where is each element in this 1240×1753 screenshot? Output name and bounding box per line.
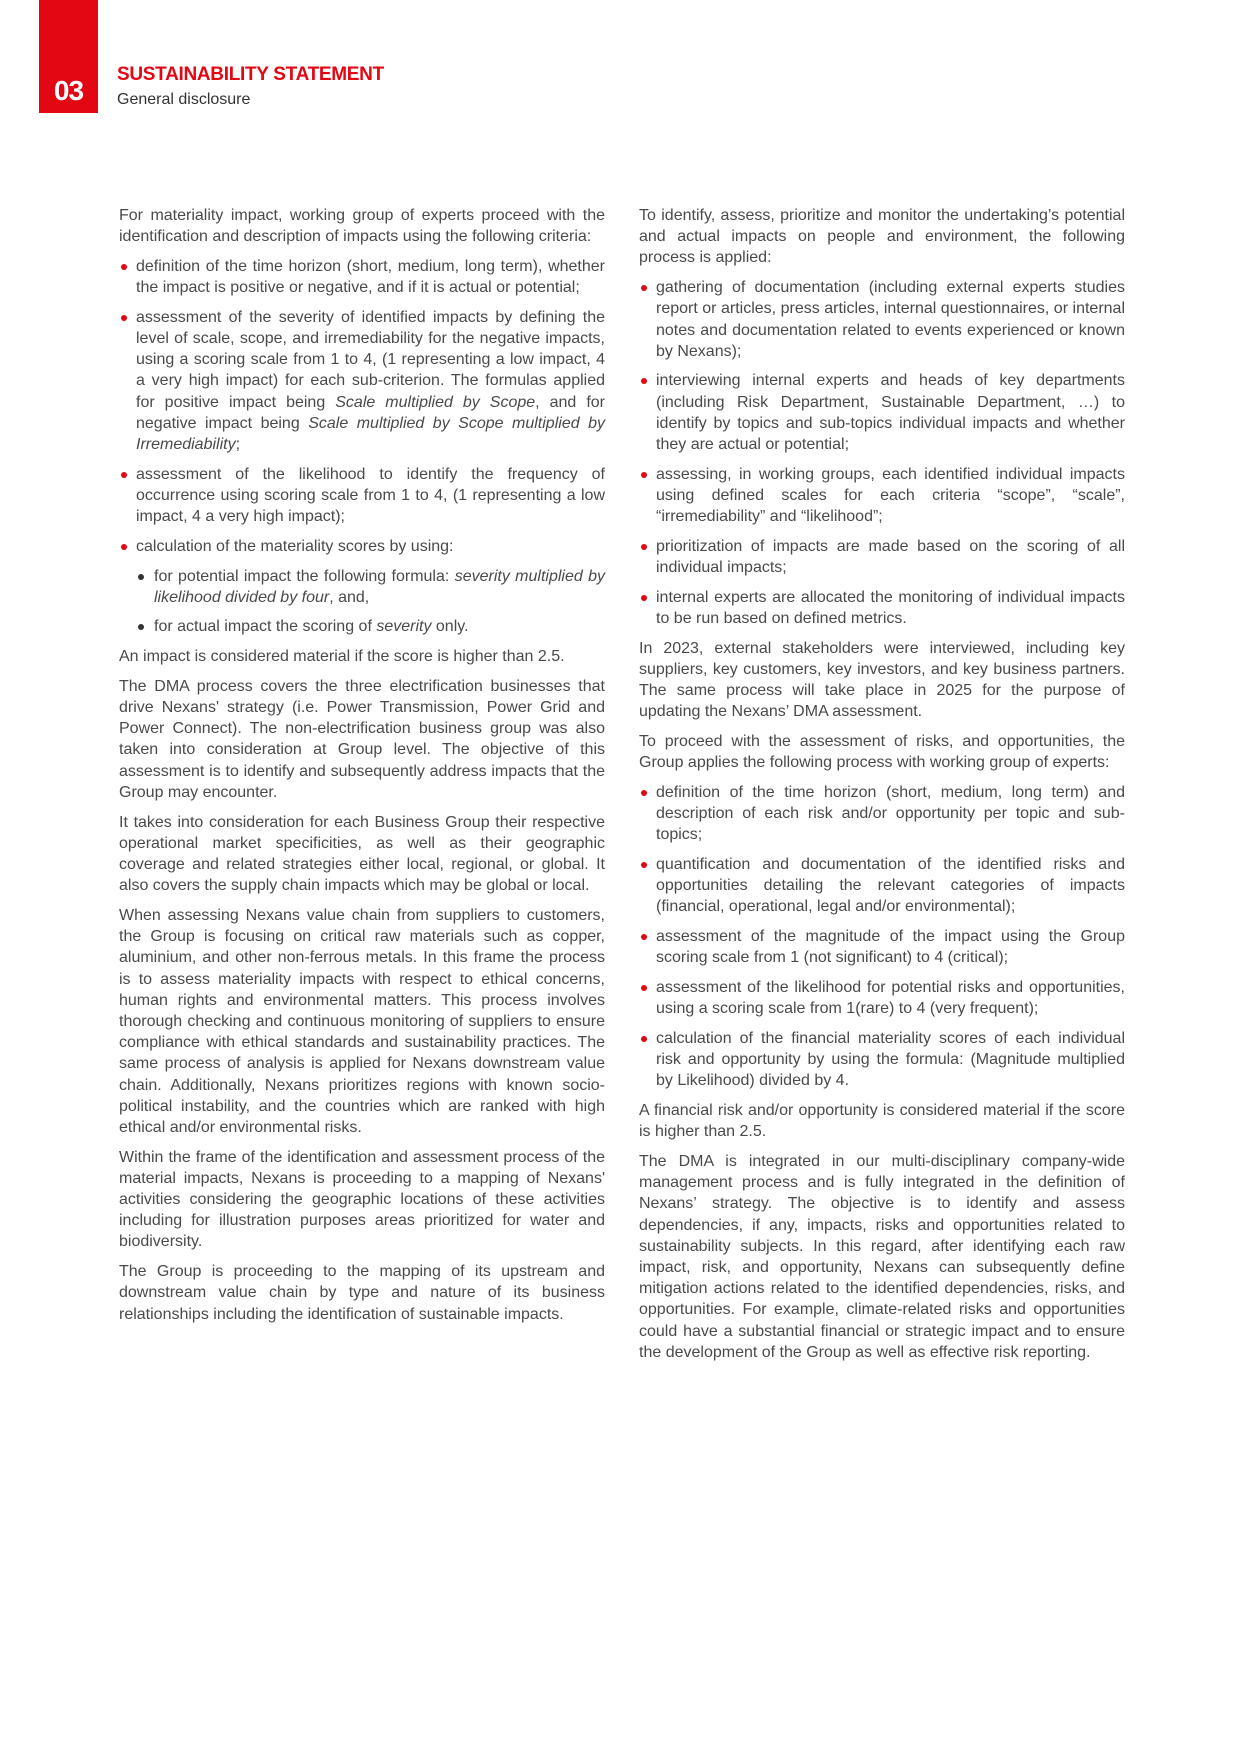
paragraph: A financial risk and/or opportunity is considered material if the score is higher than 2.5. xyxy=(639,1102,1125,1141)
left-column xyxy=(119,205,605,1333)
text-run: for potential impact the following formula: xyxy=(154,567,455,585)
text-run: ; xyxy=(235,436,241,454)
list-item: definition of the time horizon (short, medium, long term) and description of each risk and/or opportunity per topic and sub-topics; xyxy=(639,782,1125,846)
right-column xyxy=(639,205,1125,1371)
sub-list xyxy=(136,566,605,638)
paragraph: The Group is proceeding to the mapping of its upstream and downstream value chain by type and nature of its business relationships including the identification of sustainable impacts. xyxy=(119,1263,605,1323)
list-item: interviewing internal experts and heads of key departments (including Risk Department, Sustainable Department, …) to identify by topics and sub-topics individual impacts and whether they are actual or potential; xyxy=(639,370,1125,455)
process-list xyxy=(639,277,1125,629)
page-subtitle: General disclosure xyxy=(117,91,251,108)
list-item: gathering of documentation (including external experts studies report or articles, press articles, internal questionnaires, or internal notes and documentation related to events experienced or known by Nexans); xyxy=(639,277,1125,362)
risk-process-list xyxy=(639,782,1125,1092)
list-item: assessing, in working groups, each identified individual impacts using defined scales for each criteria “scope”, “scale”, “irremediability” and “likelihood”; xyxy=(639,464,1125,528)
text-run: assessment of the severity of identified impacts by defining the level of scale, scope, and irremediability for the negative impacts, using a scoring scale from 1 to 4, (1 representing a low impact, 4 a very high impact) for each sub-criterion. The formulas applied for positive impact being xyxy=(136,308,605,411)
paragraph: For materiality impact, working group of experts proceed with the identification and description of impacts using the following criteria: xyxy=(119,207,605,246)
criteria-list xyxy=(119,256,605,638)
paragraph: When assessing Nexans value chain from suppliers to customers, the Group is focusing on critical raw materials such as copper, aluminium, and other non-ferrous metals. In this frame the process is to assess materiality impacts with respect to ethical concerns, human rights and environmental matters. This process involves thorough checking and continuous monitoring of suppliers to ensure compliance with ethical standards and sustainability practices. The same process of analysis is applied for Nexans downstream value chain. Additionally, Nexans prioritizes regions with known socio-political instability, and the countries which are ranked with high ethical and/or environmental risks. xyxy=(119,906,605,1136)
paragraph: It takes into consideration for each Business Group their respective operational market specificities, as well as their geographic coverage and related strategies either local, regional, or global. It also covers the supply chain impacts which may be global or local. xyxy=(119,813,605,895)
paragraph: To proceed with the assessment of risks, and opportunities, the Group applies the following process with working group of experts: xyxy=(639,732,1125,772)
text-run: only. xyxy=(431,618,469,636)
text-run: for actual impact the scoring of xyxy=(154,618,377,636)
list-item: assessment of the magnitude of the impact using the Group scoring scale from 1 (not significant) to 4 (critical); xyxy=(639,926,1125,968)
list-item: internal experts are allocated the monitoring of individual impacts to be run based on defined metrics. xyxy=(639,587,1125,629)
list-item: calculation of the financial materiality scores of each individual risk and opportunity by using the formula: (Magnitude multiplied by Likelihood) divided by 4. xyxy=(639,1028,1125,1092)
page-title: SUSTAINABILITY STATEMENT xyxy=(117,64,384,85)
text-run: , and for negative impact being xyxy=(136,393,606,432)
list-item: assessment of the likelihood for potential risks and opportunities, using a scoring scale from 1(rare) to 4 (very frequent); xyxy=(639,977,1125,1019)
text-run: , and, xyxy=(329,588,370,606)
formula-text: Scale multiplied by Scope multiplied by Irremediability xyxy=(136,414,605,454)
section-tab xyxy=(39,0,98,113)
paragraph: Within the frame of the identification and assessment process of the material impacts, Nexans is proceeding to a mapping of Nexans' activities considering the geographic locations of these activities including for illustration purposes areas prioritized for water and biodiversity. xyxy=(119,1148,605,1251)
paragraph: The DMA is integrated in our multi-disciplinary company-wide management process and is fully integrated in the definition of Nexans’ strategy. The objective is to identify and assess dependencies, if any, impacts, risks and opportunities related to sustainability subjects. In this regard, after identifying each raw impact, risk, and opportunity, Nexans can subsequently define mitigation actions related to the identified dependencies, risks, and opportunities. For example, climate-related risks and opportunities could have a substantial financial or strategic impact and to ensure the development of the Group as well as effective risk reporting. xyxy=(639,1152,1125,1361)
sub-list-item xyxy=(136,616,605,637)
text-run: calculation of the materiality scores by using: xyxy=(136,537,454,555)
paragraph: An impact is considered material if the score is higher than 2.5. xyxy=(119,648,565,666)
list-item xyxy=(119,536,605,638)
section-number: 03 xyxy=(53,75,84,106)
list-item: definition of the time horizon (short, medium, long term), whether the impact is positive or negative, and if it is actual or potential; xyxy=(119,256,605,298)
list-item: assessment of the likelihood to identify the frequency of occurrence using scoring scale from 1 to 4, (1 representing a low impact, 4 a very high impact); xyxy=(119,464,605,528)
formula-text: Scale multiplied by Scope xyxy=(335,393,536,411)
paragraph: To identify, assess, prioritize and monitor the undertaking’s potential and actual impacts on people and environment, the following process is applied: xyxy=(639,207,1125,267)
sub-list-item xyxy=(136,566,605,608)
formula-text: severity multiplied by likelihood divided by four xyxy=(154,567,605,606)
list-item xyxy=(119,307,605,455)
list-item: quantification and documentation of the identified risks and opportunities detailing the relevant categories of impacts (financial, operational, legal and/or environmental); xyxy=(639,854,1125,918)
paragraph: In 2023, external stakeholders were interviewed, including key suppliers, key customers, key investors, and key business partners. The same process will take place in 2025 for the purpose of updating the Nexans’ DMA assessment. xyxy=(639,639,1125,721)
list-item: prioritization of impacts are made based on the scoring of all individual impacts; xyxy=(639,536,1125,578)
paragraph: The DMA process covers the three electrification businesses that drive Nexans' strategy (i.e. Power Transmission, Power Grid and Power Connect). The non-electrification business group was also taken into consideration at Group level. The objective of this assessment is to identify and subsequently address impacts that the Group may encounter. xyxy=(119,677,605,801)
formula-text: severity xyxy=(376,618,432,636)
